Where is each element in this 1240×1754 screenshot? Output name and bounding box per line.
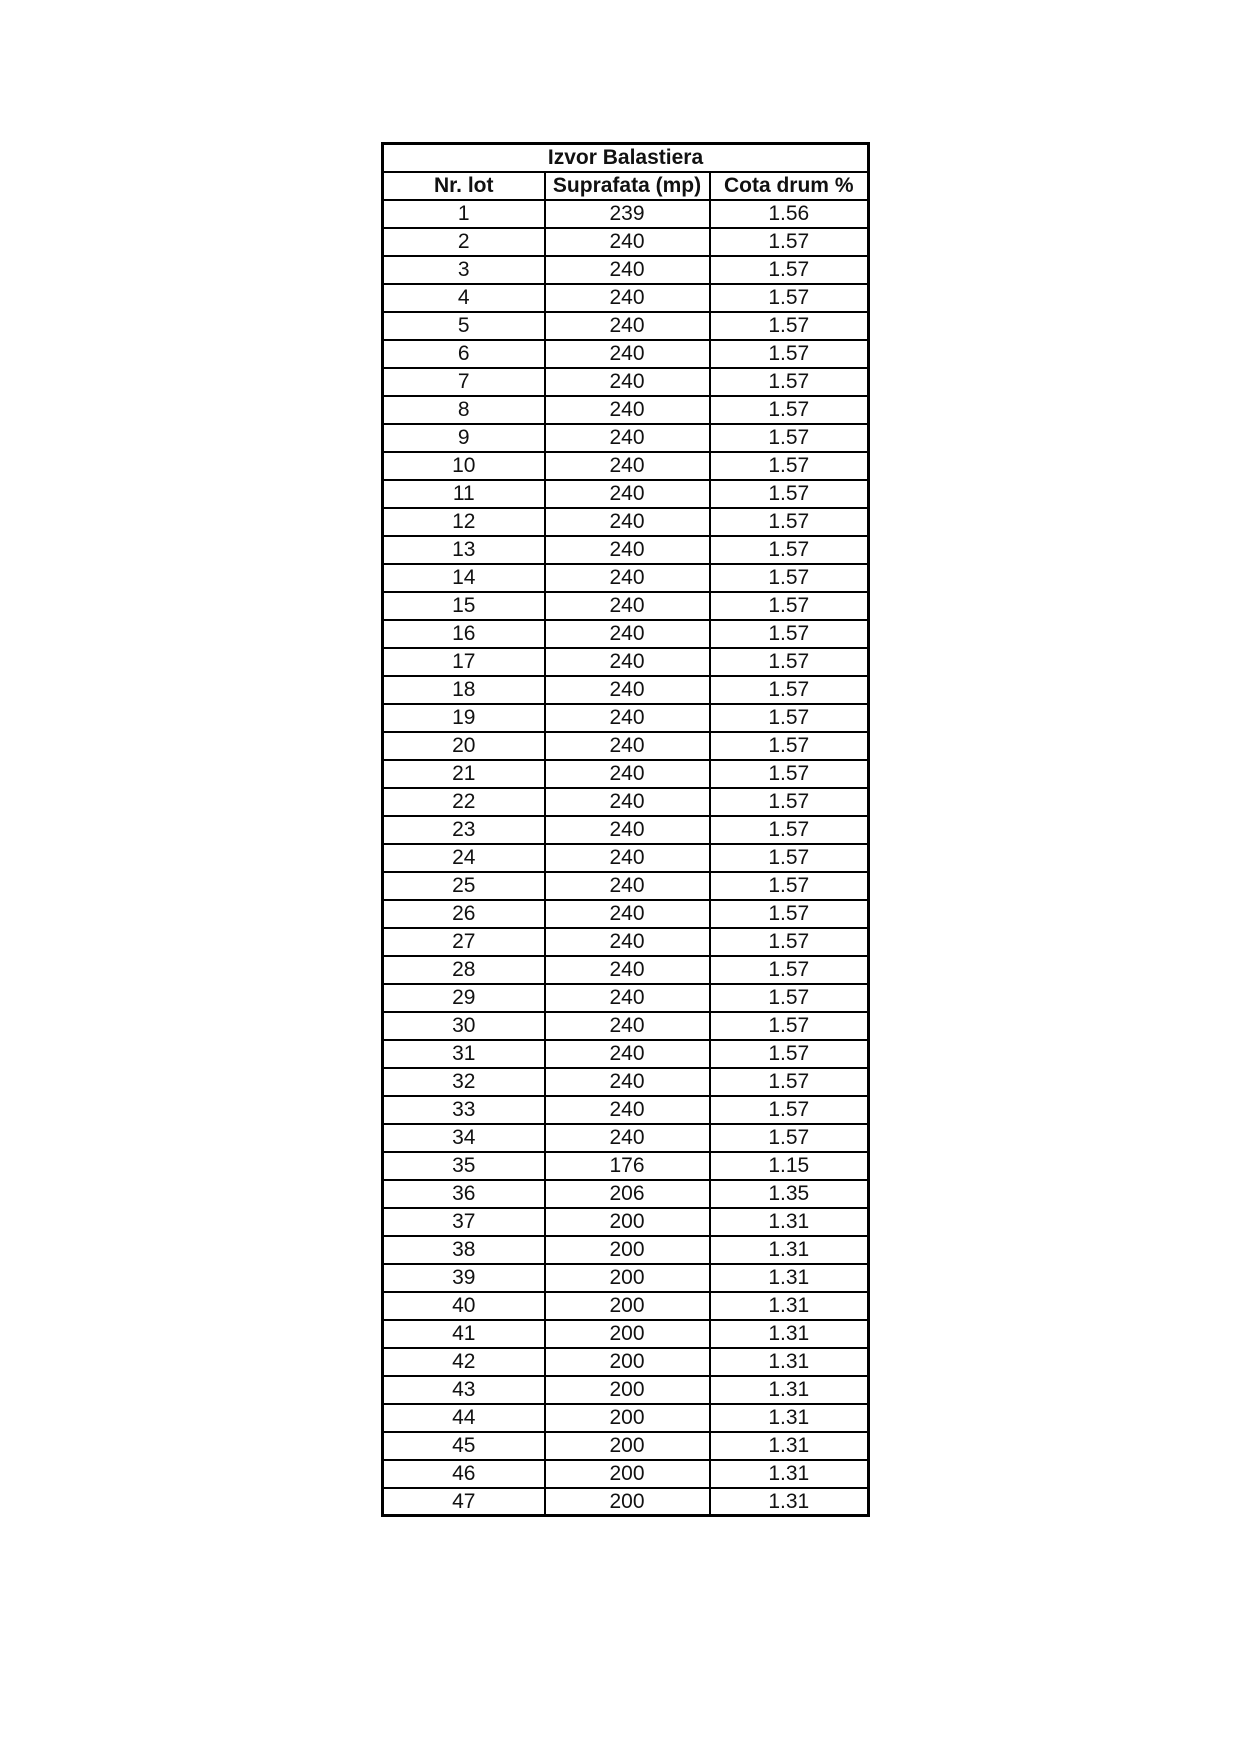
table-row	[383, 1012, 869, 1040]
cell-suprafata: 240	[545, 424, 710, 452]
cell-cota-drum: 1.57	[710, 1096, 869, 1124]
cell-suprafata: 240	[545, 760, 710, 788]
table-row	[383, 396, 869, 424]
table-row	[383, 676, 869, 704]
table-row	[383, 1040, 869, 1068]
cell-cota-drum: 1.57	[710, 956, 869, 984]
cell-suprafata: 240	[545, 648, 710, 676]
cell-cota-drum: 1.57	[710, 984, 869, 1012]
table-row	[383, 1068, 869, 1096]
cell-cota-drum: 1.57	[710, 844, 869, 872]
cell-nr-lot: 7	[383, 368, 545, 396]
cell-cota-drum: 1.57	[710, 760, 869, 788]
table-title-row	[383, 144, 869, 172]
cell-cota-drum: 1.31	[710, 1432, 869, 1460]
cell-nr-lot: 36	[383, 1180, 545, 1208]
table-row	[383, 312, 869, 340]
table-row	[383, 1432, 869, 1460]
cell-suprafata: 240	[545, 956, 710, 984]
cell-cota-drum: 1.15	[710, 1152, 869, 1180]
cell-cota-drum: 1.57	[710, 732, 869, 760]
table-row	[383, 1152, 869, 1180]
cell-suprafata: 240	[545, 508, 710, 536]
table-row	[383, 284, 869, 312]
cell-cota-drum: 1.57	[710, 872, 869, 900]
cell-nr-lot: 46	[383, 1460, 545, 1488]
table-row	[383, 508, 869, 536]
cell-cota-drum: 1.57	[710, 424, 869, 452]
cell-cota-drum: 1.57	[710, 1068, 869, 1096]
cell-nr-lot: 16	[383, 620, 545, 648]
column-header-cota-drum: Cota drum %	[710, 172, 869, 200]
cell-cota-drum: 1.57	[710, 256, 869, 284]
cell-suprafata: 240	[545, 228, 710, 256]
cell-cota-drum: 1.57	[710, 452, 869, 480]
cell-cota-drum: 1.31	[710, 1460, 869, 1488]
cell-suprafata: 200	[545, 1208, 710, 1236]
cell-nr-lot: 42	[383, 1348, 545, 1376]
cell-nr-lot: 41	[383, 1320, 545, 1348]
cell-nr-lot: 34	[383, 1124, 545, 1152]
cell-suprafata: 240	[545, 256, 710, 284]
cell-nr-lot: 12	[383, 508, 545, 536]
table-row	[383, 788, 869, 816]
cell-cota-drum: 1.57	[710, 480, 869, 508]
table-row	[383, 872, 869, 900]
cell-suprafata: 240	[545, 620, 710, 648]
cell-cota-drum: 1.31	[710, 1292, 869, 1320]
cell-suprafata: 200	[545, 1264, 710, 1292]
cell-cota-drum: 1.31	[710, 1348, 869, 1376]
table-row	[383, 1264, 869, 1292]
cell-cota-drum: 1.57	[710, 312, 869, 340]
cell-suprafata: 240	[545, 284, 710, 312]
cell-nr-lot: 24	[383, 844, 545, 872]
cell-nr-lot: 11	[383, 480, 545, 508]
table-row	[383, 424, 869, 452]
cell-suprafata: 240	[545, 1096, 710, 1124]
cell-nr-lot: 4	[383, 284, 545, 312]
table-row	[383, 1320, 869, 1348]
table-body	[383, 200, 869, 1516]
table-row	[383, 452, 869, 480]
table-row	[383, 732, 869, 760]
table-row	[383, 704, 869, 732]
cell-cota-drum: 1.57	[710, 396, 869, 424]
cell-suprafata: 240	[545, 1124, 710, 1152]
cell-suprafata: 240	[545, 564, 710, 592]
lots-table	[381, 142, 870, 1517]
cell-suprafata: 200	[545, 1488, 710, 1516]
cell-suprafata: 240	[545, 312, 710, 340]
cell-nr-lot: 14	[383, 564, 545, 592]
table-row	[383, 816, 869, 844]
cell-nr-lot: 35	[383, 1152, 545, 1180]
cell-nr-lot: 44	[383, 1404, 545, 1432]
table-row	[383, 368, 869, 396]
table-row	[383, 1180, 869, 1208]
cell-suprafata: 240	[545, 844, 710, 872]
cell-nr-lot: 40	[383, 1292, 545, 1320]
cell-suprafata: 240	[545, 872, 710, 900]
table-row	[383, 256, 869, 284]
cell-cota-drum: 1.57	[710, 648, 869, 676]
cell-suprafata: 206	[545, 1180, 710, 1208]
cell-cota-drum: 1.57	[710, 928, 869, 956]
cell-nr-lot: 29	[383, 984, 545, 1012]
cell-suprafata: 240	[545, 816, 710, 844]
cell-suprafata: 240	[545, 536, 710, 564]
cell-nr-lot: 27	[383, 928, 545, 956]
table-header-row	[383, 172, 869, 200]
cell-suprafata: 240	[545, 340, 710, 368]
cell-cota-drum: 1.31	[710, 1404, 869, 1432]
cell-cota-drum: 1.57	[710, 592, 869, 620]
cell-cota-drum: 1.57	[710, 676, 869, 704]
cell-cota-drum: 1.57	[710, 228, 869, 256]
cell-suprafata: 240	[545, 452, 710, 480]
table-row	[383, 228, 869, 256]
cell-cota-drum: 1.31	[710, 1376, 869, 1404]
cell-nr-lot: 1	[383, 200, 545, 228]
cell-suprafata: 200	[545, 1320, 710, 1348]
table-row	[383, 200, 869, 228]
table-row	[383, 1096, 869, 1124]
cell-suprafata: 240	[545, 732, 710, 760]
cell-suprafata: 239	[545, 200, 710, 228]
cell-suprafata: 240	[545, 480, 710, 508]
table-row	[383, 1292, 869, 1320]
cell-cota-drum: 1.31	[710, 1320, 869, 1348]
table-row	[383, 592, 869, 620]
cell-suprafata: 240	[545, 704, 710, 732]
cell-suprafata: 200	[545, 1376, 710, 1404]
cell-cota-drum: 1.57	[710, 1012, 869, 1040]
cell-nr-lot: 26	[383, 900, 545, 928]
cell-cota-drum: 1.57	[710, 620, 869, 648]
cell-nr-lot: 19	[383, 704, 545, 732]
table-row	[383, 956, 869, 984]
cell-cota-drum: 1.31	[710, 1236, 869, 1264]
cell-nr-lot: 22	[383, 788, 545, 816]
cell-nr-lot: 32	[383, 1068, 545, 1096]
cell-cota-drum: 1.57	[710, 564, 869, 592]
cell-suprafata: 240	[545, 368, 710, 396]
table-row	[383, 1208, 869, 1236]
cell-cota-drum: 1.57	[710, 284, 869, 312]
cell-suprafata: 200	[545, 1460, 710, 1488]
table-row	[383, 760, 869, 788]
cell-cota-drum: 1.57	[710, 536, 869, 564]
cell-nr-lot: 6	[383, 340, 545, 368]
cell-nr-lot: 47	[383, 1488, 545, 1516]
table-row	[383, 1404, 869, 1432]
cell-nr-lot: 8	[383, 396, 545, 424]
cell-nr-lot: 2	[383, 228, 545, 256]
cell-suprafata: 240	[545, 676, 710, 704]
cell-suprafata: 240	[545, 592, 710, 620]
cell-nr-lot: 33	[383, 1096, 545, 1124]
table-row	[383, 1348, 869, 1376]
cell-cota-drum: 1.31	[710, 1208, 869, 1236]
table-row	[383, 1236, 869, 1264]
cell-cota-drum: 1.56	[710, 200, 869, 228]
cell-nr-lot: 20	[383, 732, 545, 760]
table-row	[383, 1460, 869, 1488]
cell-suprafata: 176	[545, 1152, 710, 1180]
cell-suprafata: 200	[545, 1404, 710, 1432]
table-row	[383, 844, 869, 872]
table-row	[383, 620, 869, 648]
cell-cota-drum: 1.31	[710, 1488, 869, 1516]
cell-cota-drum: 1.57	[710, 1124, 869, 1152]
cell-nr-lot: 3	[383, 256, 545, 284]
table-row	[383, 648, 869, 676]
cell-nr-lot: 21	[383, 760, 545, 788]
cell-nr-lot: 28	[383, 956, 545, 984]
cell-nr-lot: 45	[383, 1432, 545, 1460]
cell-cota-drum: 1.57	[710, 704, 869, 732]
cell-nr-lot: 17	[383, 648, 545, 676]
cell-cota-drum: 1.57	[710, 816, 869, 844]
cell-cota-drum: 1.57	[710, 508, 869, 536]
cell-nr-lot: 31	[383, 1040, 545, 1068]
table-row	[383, 480, 869, 508]
cell-suprafata: 240	[545, 396, 710, 424]
cell-cota-drum: 1.57	[710, 788, 869, 816]
cell-suprafata: 200	[545, 1432, 710, 1460]
table-title: Izvor Balastiera	[383, 144, 869, 172]
table-row	[383, 1488, 869, 1516]
cell-cota-drum: 1.57	[710, 1040, 869, 1068]
cell-nr-lot: 25	[383, 872, 545, 900]
cell-suprafata: 200	[545, 1236, 710, 1264]
cell-suprafata: 200	[545, 1292, 710, 1320]
table-row	[383, 1376, 869, 1404]
table-row	[383, 928, 869, 956]
cell-nr-lot: 38	[383, 1236, 545, 1264]
cell-cota-drum: 1.35	[710, 1180, 869, 1208]
table-row	[383, 984, 869, 1012]
cell-nr-lot: 5	[383, 312, 545, 340]
column-header-nr-lot: Nr. lot	[383, 172, 545, 200]
column-header-suprafata: Suprafata (mp)	[545, 172, 710, 200]
cell-nr-lot: 18	[383, 676, 545, 704]
cell-nr-lot: 15	[383, 592, 545, 620]
table-row	[383, 340, 869, 368]
cell-nr-lot: 10	[383, 452, 545, 480]
cell-suprafata: 240	[545, 1040, 710, 1068]
cell-nr-lot: 39	[383, 1264, 545, 1292]
cell-suprafata: 240	[545, 984, 710, 1012]
cell-cota-drum: 1.57	[710, 368, 869, 396]
cell-suprafata: 240	[545, 928, 710, 956]
table-row	[383, 564, 869, 592]
cell-suprafata: 240	[545, 900, 710, 928]
cell-nr-lot: 9	[383, 424, 545, 452]
cell-cota-drum: 1.57	[710, 900, 869, 928]
table-row	[383, 536, 869, 564]
cell-nr-lot: 37	[383, 1208, 545, 1236]
cell-suprafata: 240	[545, 1012, 710, 1040]
cell-nr-lot: 43	[383, 1376, 545, 1404]
cell-cota-drum: 1.31	[710, 1264, 869, 1292]
cell-suprafata: 200	[545, 1348, 710, 1376]
cell-nr-lot: 13	[383, 536, 545, 564]
cell-nr-lot: 23	[383, 816, 545, 844]
cell-nr-lot: 30	[383, 1012, 545, 1040]
table-row	[383, 900, 869, 928]
cell-suprafata: 240	[545, 788, 710, 816]
cell-suprafata: 240	[545, 1068, 710, 1096]
table-row	[383, 1124, 869, 1152]
cell-cota-drum: 1.57	[710, 340, 869, 368]
